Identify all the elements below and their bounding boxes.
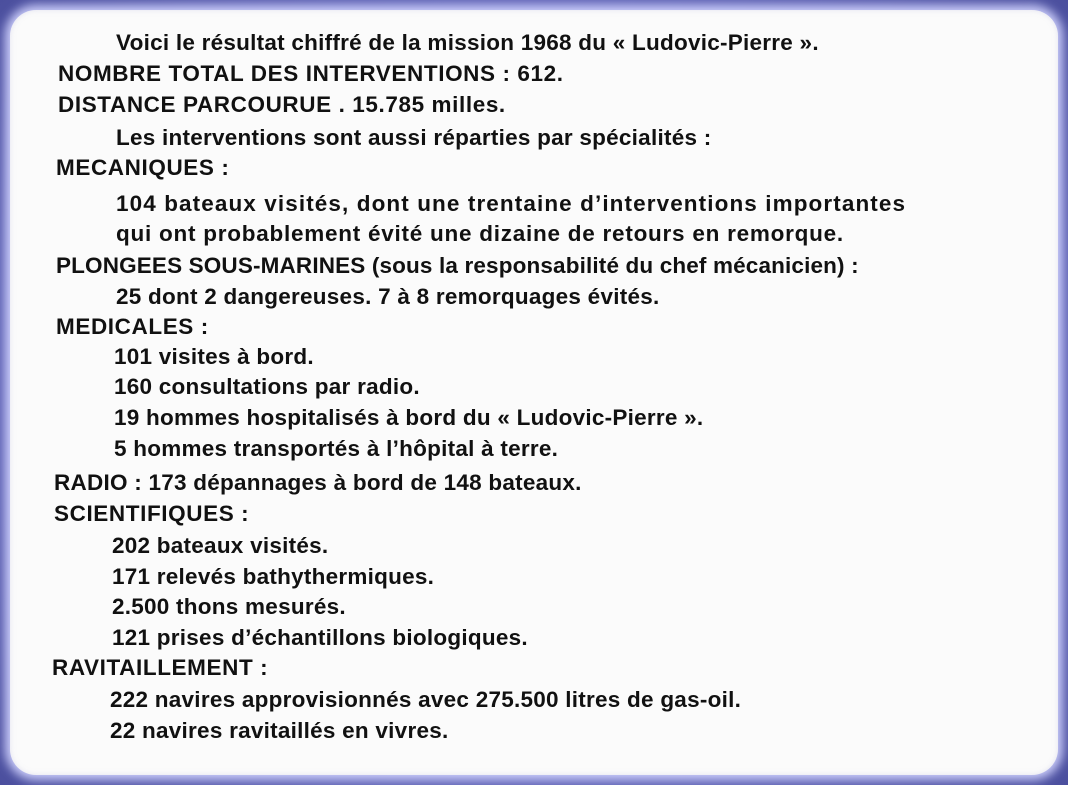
plongees-line-1: 25 dont 2 dangereuses. 7 à 8 remorquages évités. — [116, 284, 660, 309]
ravitaillement-heading: RAVITAILLEMENT : — [52, 655, 269, 680]
medicales-item: 19 hommes hospitalisés à bord du « Ludovic-Pierre ». — [114, 405, 704, 430]
scientifiques-item: 202 bateaux visités. — [112, 533, 329, 558]
mecaniques-heading: MECANIQUES : — [56, 155, 230, 180]
mecaniques-line-2: qui ont probablement évité une dizaine de retours en remorque. — [116, 221, 844, 246]
plongees-heading: PLONGEES SOUS-MARINES (sous la responsabilité du chef mécanicien) : — [56, 253, 859, 278]
medicales-item: 160 consultations par radio. — [114, 374, 420, 399]
medicales-item: 101 visites à bord. — [114, 344, 314, 369]
total-interventions-line: NOMBRE TOTAL DES INTERVENTIONS : 612. — [58, 61, 564, 86]
mecaniques-line-1: 104 bateaux visités, dont une trentaine d’interventions importantes — [116, 191, 907, 216]
scientifiques-item: 121 prises d’échantillons biologiques. — [112, 625, 528, 650]
radio-line: RADIO : 173 dépannages à bord de 148 bateaux. — [54, 470, 582, 495]
specialties-intro-line: Les interventions sont aussi réparties par spécialités : — [116, 125, 712, 150]
scientifiques-item: 171 relevés bathythermiques. — [112, 564, 435, 589]
medicales-item: 5 hommes transportés à l’hôpital à terre. — [114, 436, 559, 461]
ravitaillement-item: 222 navires approvisionnés avec 275.500 litres de gas-oil. — [110, 687, 742, 712]
intro-line: Voici le résultat chiffré de la mission 1968 du « Ludovic-Pierre ». — [116, 30, 819, 55]
ravitaillement-item: 22 navires ravitaillés en vivres. — [110, 718, 449, 743]
scientifiques-item: 2.500 thons mesurés. — [112, 594, 346, 619]
document-page — [10, 10, 1058, 775]
scientifiques-heading: SCIENTIFIQUES : — [54, 501, 250, 526]
medicales-heading: MEDICALES : — [56, 314, 209, 339]
distance-line: DISTANCE PARCOURUE . 15.785 milles. — [58, 92, 506, 117]
